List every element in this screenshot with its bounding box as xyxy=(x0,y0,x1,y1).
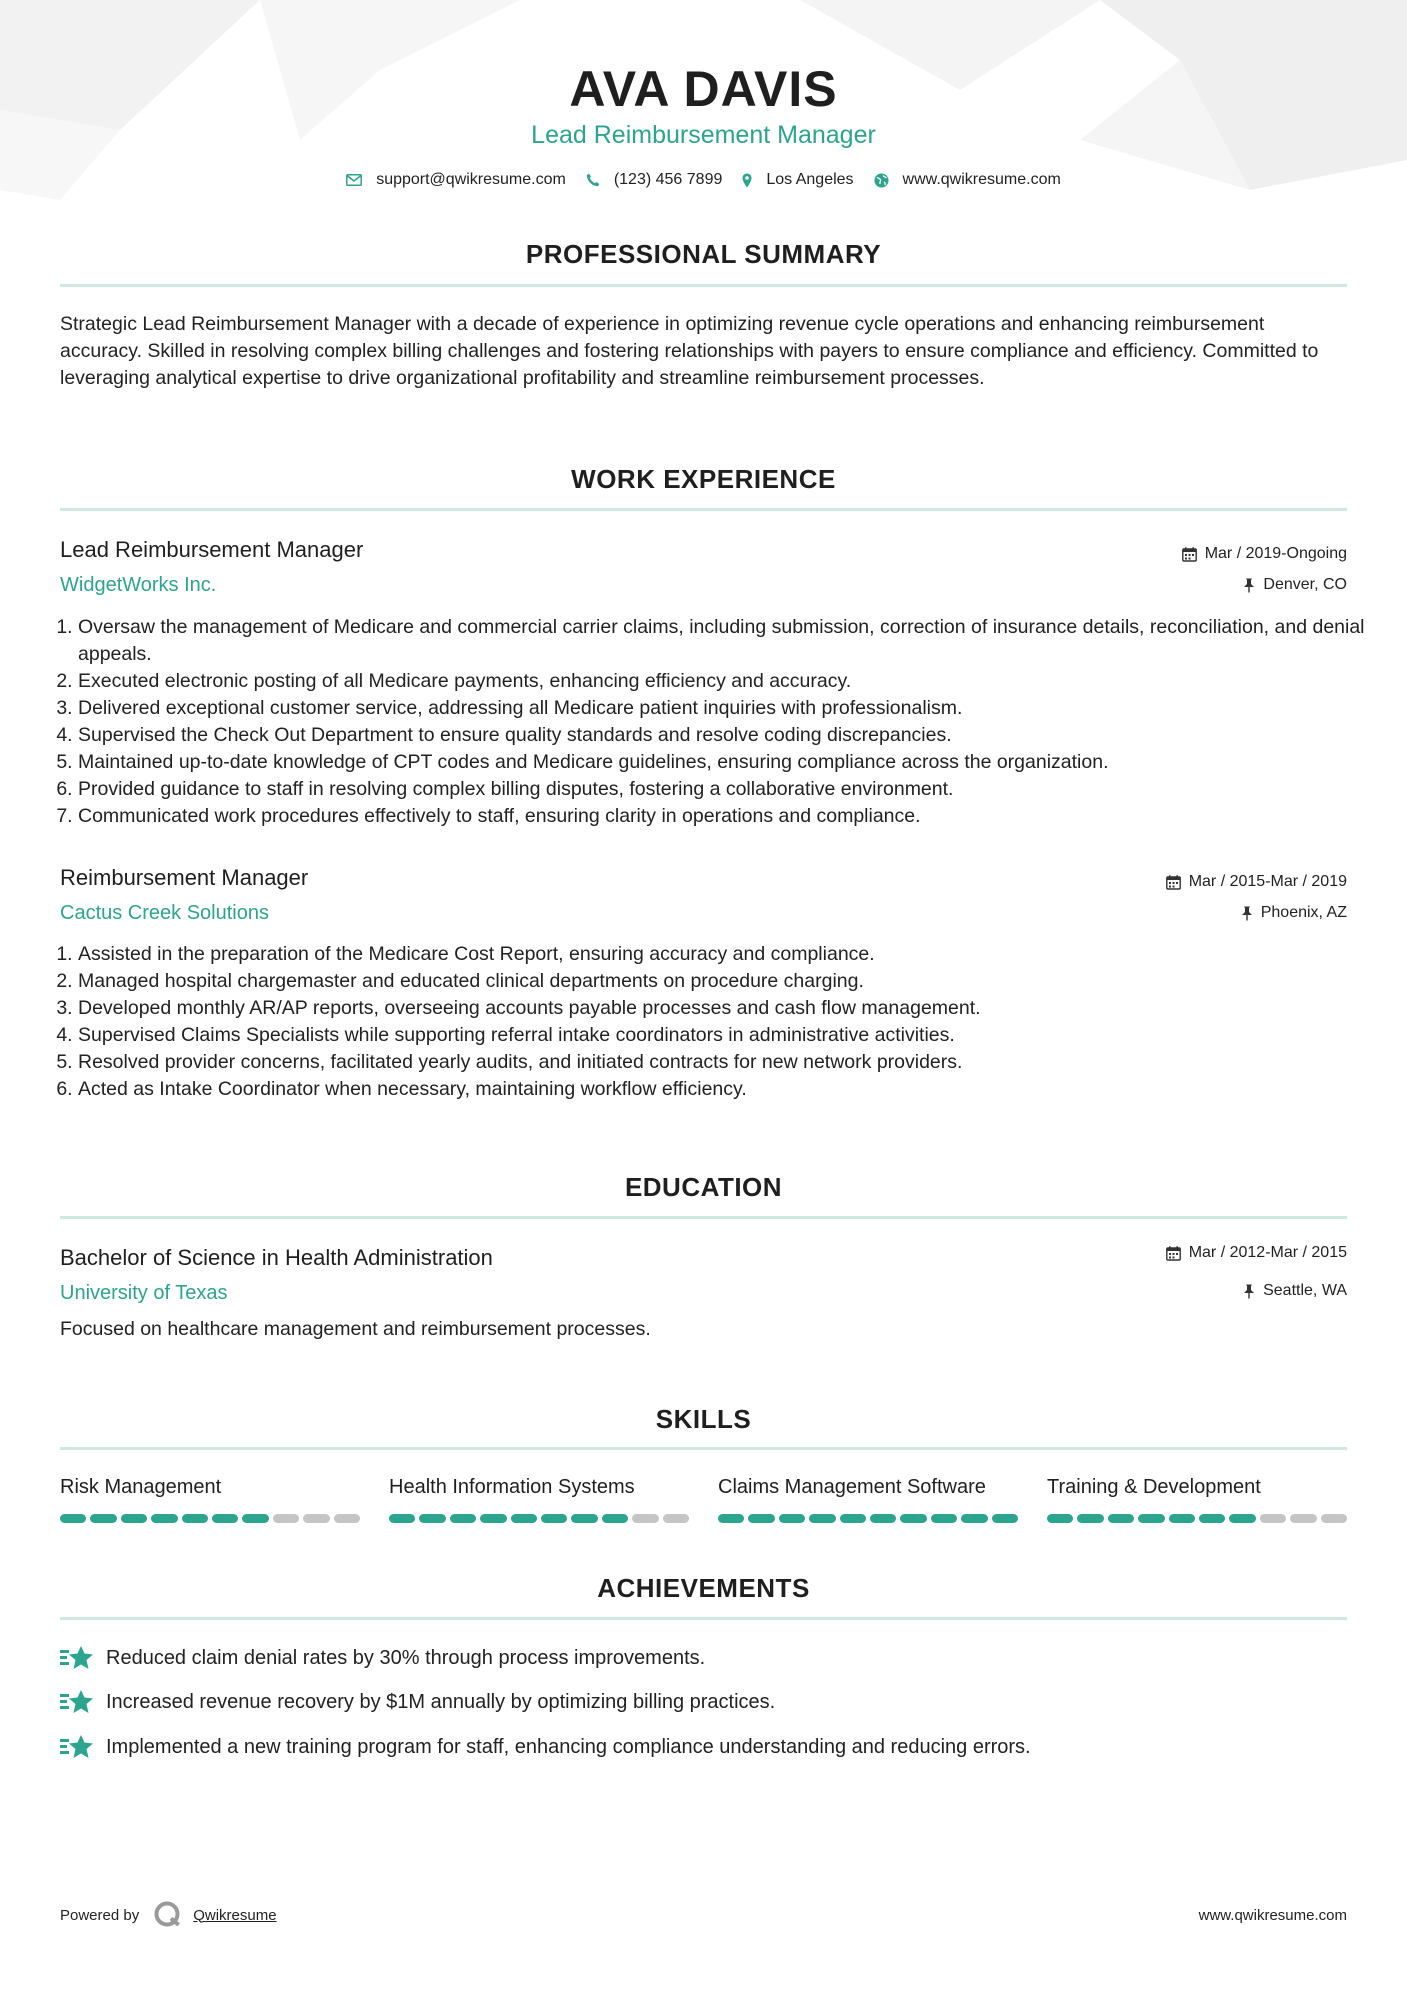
achievement-text: Increased revenue recovery by $1M annually by optimizing billing practices. xyxy=(106,1691,776,1713)
list-item: 7. Communicated work procedures effectively to staff, ensuring clarity in operations and compliance. xyxy=(78,803,1365,830)
experience-divider xyxy=(60,508,1347,511)
footer xyxy=(60,1900,1347,1930)
list-item: 1. Oversaw the management of Medicare and commercial carrier claims, including submission, correction of insurance details, reconciliation, and denial appeals. xyxy=(78,614,1365,668)
skill-level-segment-filled xyxy=(1108,1514,1134,1523)
job-title: Reimbursement Manager xyxy=(60,865,309,890)
skill-level-segment-filled xyxy=(419,1514,445,1523)
job-responsibilities xyxy=(60,614,1365,830)
skill-level-segment-filled xyxy=(992,1514,1018,1523)
calendar-icon xyxy=(1166,1246,1181,1261)
education-dates-text: Mar / 2012-Mar / 2015 xyxy=(1188,1244,1347,1261)
phone-text: (123) 456 7899 xyxy=(613,171,723,188)
achievement-text: Implemented a new training program for staff, enhancing compliance understanding and reducing errors. xyxy=(106,1736,1031,1758)
job-company: WidgetWorks Inc. xyxy=(60,574,217,596)
contact-location xyxy=(742,171,853,189)
skill-item xyxy=(389,1474,689,1523)
footer-website[interactable]: www.qwikresume.com xyxy=(1198,1906,1347,1924)
skill-level-segment-filled xyxy=(60,1514,86,1523)
job-dates-text: Mar / 2015-Mar / 2019 xyxy=(1188,873,1347,890)
globe-icon xyxy=(874,173,889,188)
powered-by xyxy=(60,1900,277,1930)
list-item: 5. Maintained up-to-date knowledge of CPT codes and Medicare guidelines, ensuring compliance across the organization. xyxy=(78,749,1365,776)
job-dates xyxy=(1166,872,1347,892)
candidate-title: Lead Reimbursement Manager xyxy=(531,121,876,149)
achievements-heading: ACHIEVEMENTS xyxy=(597,1573,810,1603)
skill-level-segment-filled xyxy=(389,1514,415,1523)
skill-level-segment-filled xyxy=(571,1514,597,1523)
job-company: Cactus Creek Solutions xyxy=(60,902,269,924)
job-dates xyxy=(1182,544,1347,564)
skill-level-segment-filled xyxy=(961,1514,987,1523)
skill-level-segment-filled xyxy=(1138,1514,1164,1523)
contact-phone[interactable] xyxy=(586,171,723,189)
pushpin-icon xyxy=(1241,906,1253,921)
skill-level-bar xyxy=(1047,1514,1347,1523)
skill-level-segment-empty xyxy=(303,1514,329,1523)
qwikresume-logo-icon xyxy=(153,1900,183,1930)
pushpin-icon xyxy=(1243,1284,1255,1299)
achievement-item xyxy=(60,1734,1031,1760)
location-text: Los Angeles xyxy=(766,171,854,188)
skill-level-segment-filled xyxy=(511,1514,537,1523)
achievement-text: Reduced claim denial rates by 30% through process improvements. xyxy=(106,1647,706,1669)
education-description: Focused on healthcare management and reimbursement processes. xyxy=(60,1318,651,1340)
qwikresume-link[interactable]: Qwikresume xyxy=(193,1906,277,1924)
list-item: 4. Supervised the Check Out Department to ensure quality standards and resolve coding discrepancies. xyxy=(78,722,1365,749)
skill-level-segment-filled xyxy=(870,1514,896,1523)
skill-level-segment-empty xyxy=(334,1514,360,1523)
achievements-divider xyxy=(60,1617,1347,1620)
skill-level-segment-empty xyxy=(1260,1514,1286,1523)
list-item: 6. Provided guidance to staff in resolving complex billing disputes, fostering a collaborative environment. xyxy=(78,776,1365,803)
list-item: 2. Managed hospital chargemaster and educated clinical departments on procedure charging. xyxy=(78,968,1365,995)
list-item: 6. Acted as Intake Coordinator when necessary, maintaining workflow efficiency. xyxy=(78,1076,1365,1103)
email-text: support@qwikresume.com xyxy=(376,171,566,188)
list-item: 4. Supervised Claims Specialists while supporting referral intake coordinators in administrative activities. xyxy=(78,1022,1365,1049)
skill-level-segment-filled xyxy=(151,1514,177,1523)
skill-level-segment-filled xyxy=(1169,1514,1195,1523)
star-award-icon xyxy=(60,1689,94,1715)
experience-heading: WORK EXPERIENCE xyxy=(571,464,836,494)
skill-level-segment-empty xyxy=(1321,1514,1347,1523)
skill-level-segment-filled xyxy=(90,1514,116,1523)
contact-email[interactable] xyxy=(346,171,566,189)
skill-level-segment-filled xyxy=(840,1514,866,1523)
skill-level-segment-filled xyxy=(748,1514,774,1523)
education-location xyxy=(1243,1281,1347,1301)
summary-heading: PROFESSIONAL SUMMARY xyxy=(525,239,882,269)
skill-name: Risk Management xyxy=(60,1476,222,1498)
job-title: Lead Reimbursement Manager xyxy=(60,537,364,562)
achievement-item xyxy=(60,1689,775,1715)
skill-level-segment-filled xyxy=(182,1514,208,1523)
skill-level-segment-filled xyxy=(450,1514,476,1523)
summary-divider xyxy=(60,284,1347,287)
education-location-text: Seattle, WA xyxy=(1263,1282,1347,1299)
phone-icon xyxy=(586,173,600,187)
skill-item xyxy=(718,1474,1018,1523)
job-location xyxy=(1241,903,1347,923)
skill-level-segment-filled xyxy=(1199,1514,1225,1523)
website-text: www.qwikresume.com xyxy=(902,171,1061,188)
calendar-icon xyxy=(1166,875,1181,890)
job-responsibilities xyxy=(60,941,1365,1103)
skill-item xyxy=(60,1474,360,1523)
contact-website[interactable] xyxy=(874,171,1061,189)
skill-level-segment-filled xyxy=(809,1514,835,1523)
skill-level-segment-filled xyxy=(541,1514,567,1523)
skills-divider xyxy=(60,1447,1347,1450)
list-item: 3. Delivered exceptional customer service, addressing all Medicare patient inquiries with professionalism. xyxy=(78,695,1365,722)
list-item: 3. Developed monthly AR/AP reports, overseeing accounts payable processes and cash flow management. xyxy=(78,995,1365,1022)
map-pin-icon xyxy=(742,173,752,188)
skill-level-segment-filled xyxy=(718,1514,744,1523)
education-dates xyxy=(1166,1243,1347,1263)
education-divider xyxy=(60,1216,1347,1219)
star-award-icon xyxy=(60,1734,94,1760)
contact-bar xyxy=(60,171,1347,189)
job-location-text: Phoenix, AZ xyxy=(1260,904,1347,921)
job-location xyxy=(1243,575,1347,595)
skill-level-segment-empty xyxy=(273,1514,299,1523)
skill-name: Training & Development xyxy=(1047,1476,1261,1498)
skill-level-segment-filled xyxy=(1229,1514,1255,1523)
candidate-name: AVA DAVIS xyxy=(569,61,838,117)
education-heading: EDUCATION xyxy=(624,1172,783,1202)
skill-level-segment-filled xyxy=(1077,1514,1103,1523)
skill-level-segment-filled xyxy=(242,1514,268,1523)
list-item: 2. Executed electronic posting of all Medicare payments, enhancing efficiency and accuracy. xyxy=(78,668,1365,695)
job-location-text: Denver, CO xyxy=(1263,576,1347,593)
pushpin-icon xyxy=(1243,578,1255,593)
school-name: University of Texas xyxy=(60,1282,228,1304)
summary-text: Strategic Lead Reimbursement Manager with a decade of experience in optimizing revenue cycle operations and enhancing reimbursement accuracy. Skilled in resolving complex billing challenges and fostering relationships with payers to ensure compliance and efficiency. Committed to leveraging analytical expertise to drive organizational profitability and streamline reimbursement processes. xyxy=(60,313,1319,389)
skill-name: Claims Management Software xyxy=(718,1476,986,1498)
skill-level-bar xyxy=(718,1514,1018,1523)
job-dates-text: Mar / 2019-Ongoing xyxy=(1204,545,1347,562)
skill-level-segment-filled xyxy=(931,1514,957,1523)
envelope-icon xyxy=(346,174,362,186)
skill-item xyxy=(1047,1474,1347,1523)
skills-heading: SKILLS xyxy=(655,1404,752,1434)
skill-level-segment-filled xyxy=(212,1514,238,1523)
skill-name: Health Information Systems xyxy=(389,1476,635,1498)
skill-level-segment-filled xyxy=(121,1514,147,1523)
skill-level-bar xyxy=(60,1514,360,1523)
skill-level-segment-filled xyxy=(602,1514,628,1523)
star-award-icon xyxy=(60,1645,94,1671)
skill-level-segment-empty xyxy=(632,1514,658,1523)
skill-level-segment-filled xyxy=(900,1514,926,1523)
skill-level-segment-filled xyxy=(1047,1514,1073,1523)
skills-list xyxy=(60,1474,1347,1523)
skill-level-bar xyxy=(389,1514,689,1523)
skill-level-segment-filled xyxy=(779,1514,805,1523)
skill-level-segment-filled xyxy=(480,1514,506,1523)
skill-level-segment-empty xyxy=(663,1514,689,1523)
achievement-item xyxy=(60,1645,705,1671)
degree-title: Bachelor of Science in Health Administration xyxy=(60,1245,493,1270)
list-item: 1. Assisted in the preparation of the Medicare Cost Report, ensuring accuracy and compliance. xyxy=(78,941,1365,968)
list-item: 5. Resolved provider concerns, facilitated yearly audits, and initiated contracts for new network providers. xyxy=(78,1049,1365,1076)
powered-by-label: Powered by xyxy=(60,1906,140,1924)
calendar-icon xyxy=(1182,547,1197,562)
skill-level-segment-empty xyxy=(1290,1514,1316,1523)
